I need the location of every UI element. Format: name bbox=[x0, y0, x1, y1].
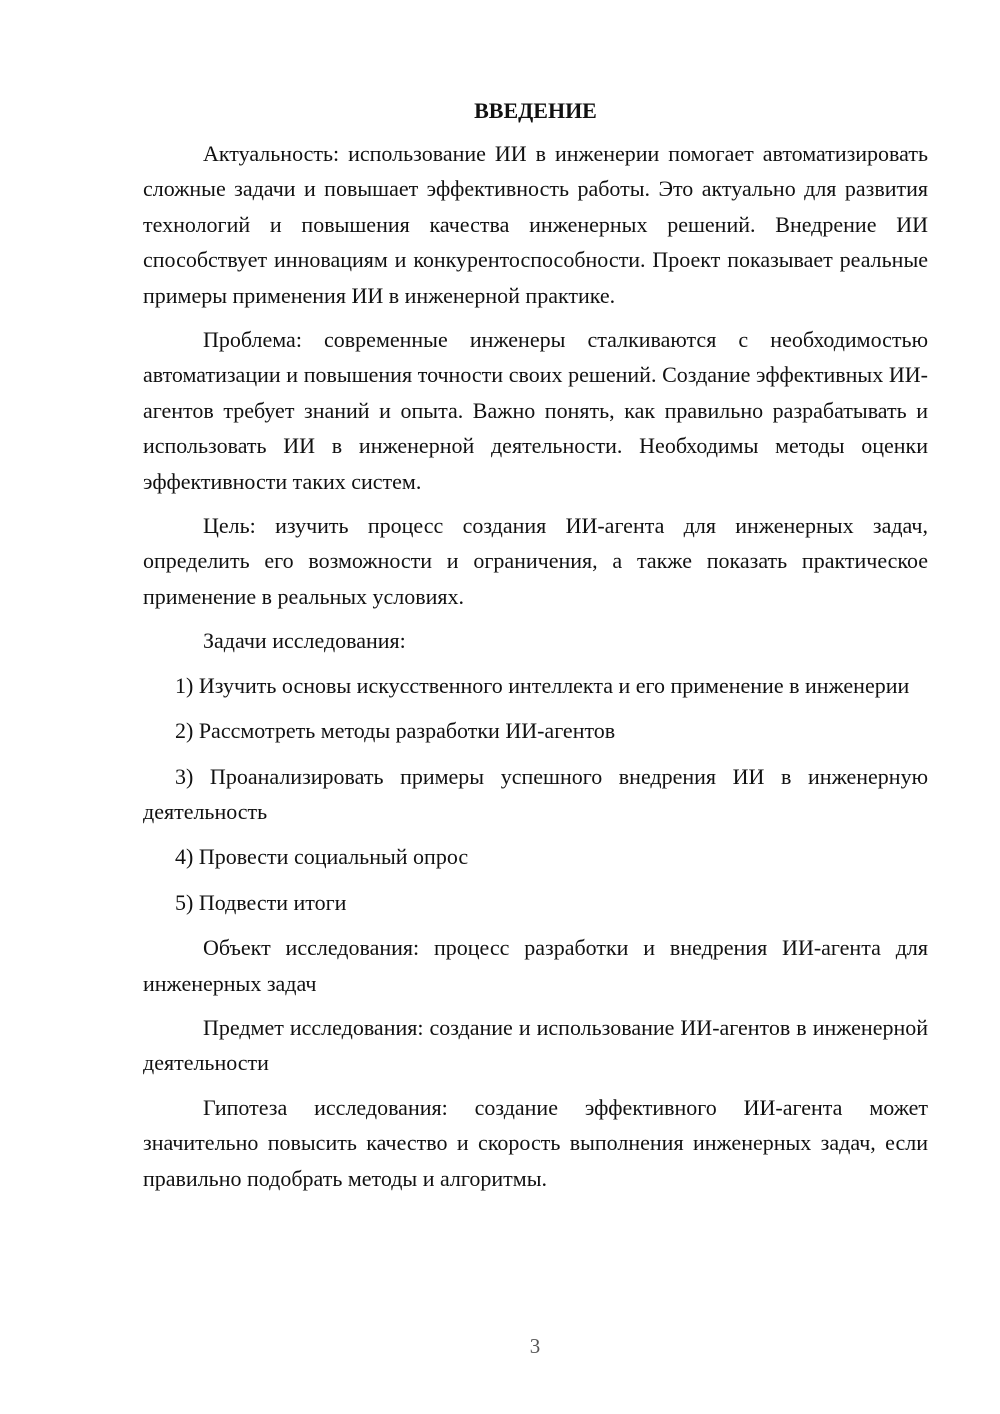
paragraph-hypothesis: Гипотеза исследования: создание эффективного ИИ-агента может значительно повысить качество и скорость выполнения инженерных задач, если правильно подобрать методы и алгоритмы. bbox=[143, 1094, 928, 1191]
task-item-3: 3) Проанализировать примеры успешного внедрения ИИ в инженерную деятельность bbox=[143, 763, 928, 824]
task-item-5: 5) Подвести итоги bbox=[175, 889, 347, 915]
page-content bbox=[143, 96, 928, 1205]
section-heading: ВВЕДЕНИЕ bbox=[474, 98, 597, 123]
paragraph-relevance: Актуальность: использование ИИ в инженерии помогает автоматизировать сложные задачи и повышает эффективность работы. Это актуально для развития технологий и повышения качества инженерных решений. Внедрение ИИ способствует инновациям и конкурентоспособности. Проект показывает реальные примеры применения ИИ в инженерной практике. bbox=[143, 141, 928, 308]
paragraph-object: Объект исследования: процесс разработки и внедрения ИИ-агента для инженерных задач bbox=[143, 935, 928, 996]
paragraph-problem: Проблема: современные инженеры сталкиваются с необходимостью автоматизации и повышения точности своих решений. Создание эффективных ИИ-агентов требует знаний и опыта. Важно понять, как правильно разрабатывать и использовать ИИ в инженерной деятельности. Необходимы методы оценки эффективности таких систем. bbox=[143, 327, 928, 494]
page-number: 3 bbox=[529, 1334, 541, 1358]
task-item-1: 1) Изучить основы искусственного интеллекта и его применение в инженерии bbox=[175, 672, 910, 698]
task-item-4: 4) Провести социальный опрос bbox=[175, 844, 469, 870]
paragraph-tasks-title: Задачи исследования: bbox=[203, 628, 406, 654]
task-item-2: 2) Рассмотреть методы разработки ИИ-агентов bbox=[175, 718, 616, 744]
paragraph-goal: Цель: изучить процесс создания ИИ-агента для инженерных задач, определить его возможности и ограничения, а также показать практическое применение в реальных условиях. bbox=[143, 513, 928, 609]
paragraph-subject: Предмет исследования: создание и использование ИИ-агентов в инженерной деятельности bbox=[143, 1014, 928, 1076]
